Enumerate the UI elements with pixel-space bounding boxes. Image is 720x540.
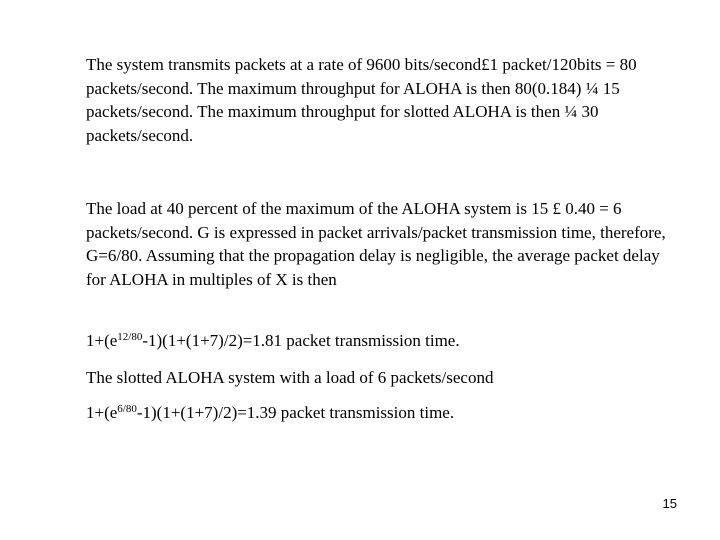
- aloha-delay-formula: [86, 329, 666, 353]
- formula-suffix: -1)(1+(1+7)/2)=1.81 packet transmission time.: [142, 331, 460, 350]
- formula-exponent: 6/80: [117, 403, 137, 415]
- throughput-paragraph: The system transmits packets at a rate of 9600 bits/second£1 packet/120bits = 80 packets/second. The maximum throughput for ALOHA is then 80(0.184) ¼ 15 packets/second. The maximum throughput for slotted ALOHA is then ¼ 30 packets/second.: [86, 55, 637, 145]
- slotted-aloha-paragraph: The slotted ALOHA system with a load of 6 packets/second: [86, 368, 494, 387]
- formula-exponent: 12/80: [117, 331, 143, 343]
- slotted-aloha-delay-formula: [86, 401, 666, 425]
- page-number: 15: [662, 496, 677, 511]
- formula-prefix: 1+(e: [86, 403, 118, 422]
- load-paragraph: The load at 40 percent of the maximum of the ALOHA system is 15 £ 0.40 = 6 packets/second. G is expressed in packet arrivals/packet transmission time, therefore, G=6/80. Assuming that the propagation delay is negligible, the average packet delay for ALOHA in multiples of X is then: [86, 199, 666, 289]
- formula-suffix: -1)(1+(1+7)/2)=1.39 packet transmission time.: [136, 403, 455, 422]
- formula-prefix: 1+(e: [86, 331, 118, 350]
